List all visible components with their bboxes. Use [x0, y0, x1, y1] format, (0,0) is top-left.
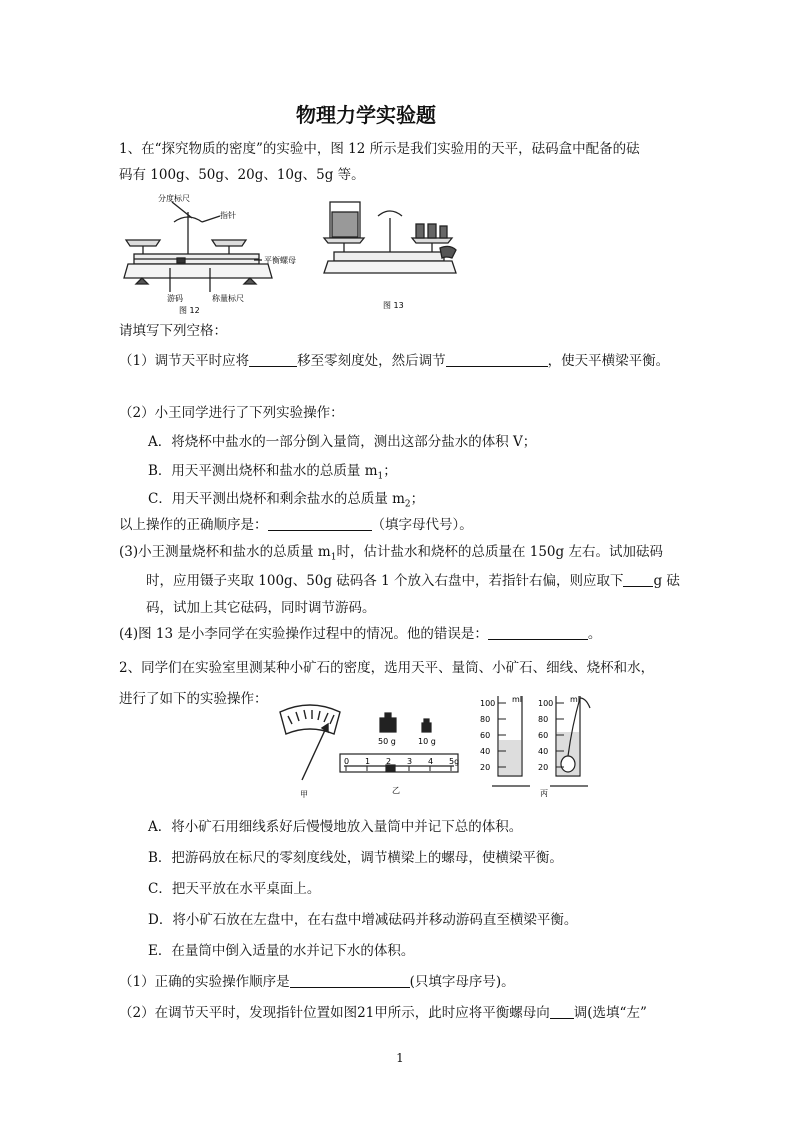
figure-12-balance	[122, 192, 297, 314]
weight-50g-label: 50 g	[378, 737, 396, 746]
ruler-ticks	[344, 757, 459, 771]
fig13-caption: 图 13	[383, 301, 404, 310]
q1-part3-line1: (3)小王测量烧杯和盐水的总质量 $m_1$时，估计盐水和烧杯的总质量在 150g 左右。试加砝码	[119, 544, 663, 563]
q1-part3-line3: 码，试加上其它砝码，同时调节游码。	[146, 600, 376, 616]
q2-step-A: A．将小矿石用细线系好后慢慢地放入量筒中并记下总的体积。	[148, 819, 523, 835]
q2-line1: 2、同学们在实验室里测某种小矿石的密度，选用天平、量筒、小矿石、细线、烧杯和水，	[119, 660, 655, 676]
blank-7[interactable]	[550, 1004, 574, 1019]
cylinder-tick-label: 40	[480, 747, 491, 756]
cylinder-tick-label: 40	[538, 747, 549, 756]
ruler-tick-label: 3	[407, 757, 413, 766]
fig12-label-scale: 分度标尺	[158, 194, 190, 203]
q2-step-B: B．把游码放在标尺的零刻度线处，调节横梁上的螺母，使横梁平衡。	[148, 850, 563, 866]
cylinder-tick-label: 20	[480, 763, 491, 772]
q2-step-C: C．把天平放在水平桌面上。	[148, 881, 321, 897]
cylinder-tick-label: 20	[538, 763, 549, 772]
q1-line2: 码有 100g、50g、20g、10g、5g 等。	[119, 167, 365, 183]
q2-line2: 进行了如下的实验操作：	[119, 691, 268, 707]
fig-bing-label: 丙	[540, 789, 548, 798]
blank-3[interactable]	[268, 516, 372, 531]
q1-prompt: 请填写下列空格：	[119, 323, 227, 339]
fig12-label-pointer: 指针	[220, 211, 236, 220]
figure-bing-cylinders	[478, 690, 608, 800]
ruler-tick-label: 2	[386, 757, 392, 766]
cylinder-tick-label: 100	[538, 699, 554, 708]
page-number: 1	[396, 1051, 404, 1065]
ruler-tick-label: 5g	[449, 757, 460, 766]
cyl1-unit: ml	[512, 695, 523, 704]
fig12-label-beam-scale: 称量标尺	[212, 294, 244, 303]
q1-part2-A: A．将烧杯中盐水的一部分倒入量筒，测出这部分盐水的体积 V；	[148, 434, 537, 450]
page-title: 物理力学实验题	[296, 103, 436, 127]
q1-part2-head: （2）小王同学进行了下列实验操作：	[119, 405, 344, 421]
cylinder-tick-label: 80	[538, 715, 549, 724]
fig12-label-rider: 游码	[167, 294, 183, 303]
cylinder-tick-label: 100	[480, 699, 496, 708]
cylinder-tick-label: 60	[538, 731, 549, 740]
blank-6[interactable]	[290, 973, 410, 988]
weight-10g-label: 10 g	[418, 737, 436, 746]
fig12-caption: 图 12	[179, 306, 200, 314]
q1-part4: (4)图 13 是小李同学在实验操作过程中的情况。他的错误是： 。	[119, 626, 602, 642]
q1-part1: （1）调节天平时应将 移至零刻度处，然后调节 ，使天平横梁平衡。	[119, 353, 670, 369]
q2-step-E: E．在量筒中倒入适量的水并记下水的体积。	[148, 943, 415, 959]
cylinder-tick-label: 80	[480, 715, 491, 724]
blank-2[interactable]	[446, 352, 548, 367]
fig-yi-label: 乙	[392, 786, 400, 795]
fig-jia-label: 甲	[300, 790, 308, 799]
cyl2-unit: ml	[570, 695, 581, 704]
blank-4[interactable]	[623, 572, 653, 587]
q1-part3-line2: 时，应用镊子夹取 100g、50g 砝码各 1 个放入右盘中，若指针右偏，则应取下 g 砝	[146, 573, 680, 589]
ruler-tick-label: 1	[365, 757, 371, 766]
q1-part2-B: B．用天平测出烧杯和盐水的总质量 $m_1$；	[148, 463, 397, 482]
q1-part2-C: C．用天平测出烧杯和剩余盐水的总质量 $m_2$；	[148, 491, 425, 510]
ruler-tick-label: 4	[428, 757, 434, 766]
cylinder-tick-label: 60	[480, 731, 491, 740]
blank-5[interactable]	[488, 625, 588, 640]
blank-1[interactable]	[249, 352, 297, 367]
ruler-tick-label: 0	[344, 757, 350, 766]
q1-part2-order: 以上操作的正确顺序是： （填字母代号）。	[119, 517, 473, 533]
q1-line1: 1、在“探究物质的密度”的实验中，图 12 所示是我们实验用的天平，砝码盒中配备的砝	[119, 141, 640, 157]
fig12-label-nut: 平衡螺母	[264, 256, 296, 265]
q2-sub1: （1）正确的实验操作顺序是 (只填字母序号)。	[119, 974, 515, 990]
q2-step-D: D．将小矿石放在左盘中，在右盘中增减砝码并移动游码直至横梁平衡。	[148, 912, 578, 928]
figure-yi-weights-ruler	[338, 710, 462, 796]
figure-13-balance	[320, 196, 460, 314]
q2-sub2: （2）在调节天平时，发现指针位置如图21甲所示，此时应将平衡螺母向 调(选填“左”	[119, 1005, 647, 1021]
figure-jia-pointer	[274, 700, 344, 800]
